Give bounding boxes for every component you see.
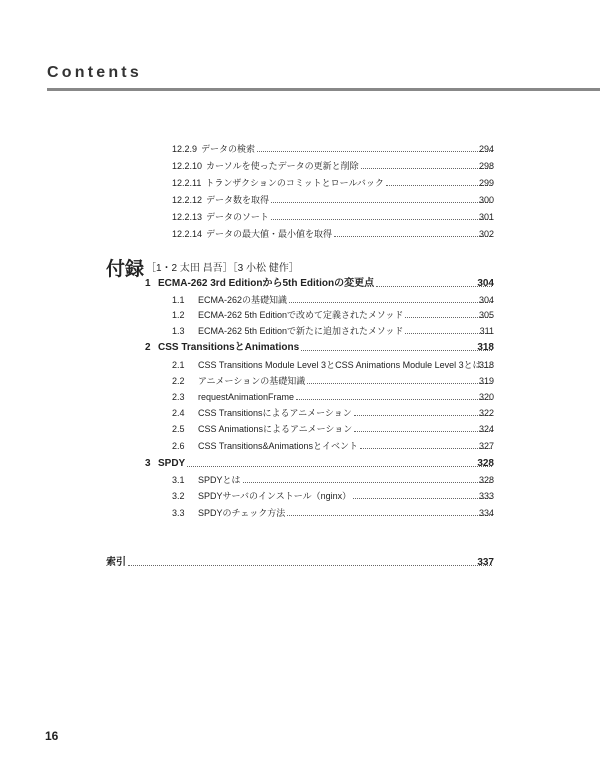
- leader-dots: [354, 406, 492, 416]
- leader-dots: [386, 176, 492, 186]
- entry-number: 2.2: [172, 376, 185, 386]
- entry-number: 1.2: [172, 310, 185, 320]
- toc-entry-index[interactable]: [0, 556, 600, 570]
- entry-page: 300: [478, 195, 494, 205]
- entry-number: 1: [145, 278, 151, 289]
- entry-page: 304: [478, 295, 494, 305]
- entry-number: 12.2.13: [172, 212, 203, 222]
- entry-page: 301: [478, 212, 494, 222]
- entry-number: 3.1: [172, 475, 185, 485]
- leader-dots: [334, 227, 492, 237]
- leader-dots: [187, 457, 492, 467]
- appendix-authors: ［1・2 太田 昌吾］［3 小松 健作］: [146, 263, 299, 274]
- toc-entry[interactable]: [0, 457, 600, 471]
- entry-title: CSS Transitions Module Level 3とCSS Animations Module Level 3とは: [198, 360, 482, 370]
- entry-title: カーソルを使ったデータの更新と削除: [206, 161, 359, 171]
- page-number: 16: [45, 729, 59, 743]
- entry-title: SPDY: [158, 458, 186, 469]
- toc-entry[interactable]: [0, 506, 600, 520]
- entry-page: 294: [478, 144, 494, 154]
- toc-entry[interactable]: [0, 358, 600, 372]
- entry-page: 328: [477, 458, 494, 469]
- entry-number: 1.1: [172, 295, 185, 305]
- entry-page: 318: [477, 342, 494, 353]
- leader-dots: [271, 193, 492, 203]
- entry-number: 3.3: [172, 508, 185, 518]
- entry-number: 2: [145, 342, 151, 353]
- entry-number: 1.3: [172, 326, 185, 336]
- entry-title: CSS Animationsによるアニメーション: [198, 424, 353, 434]
- leader-dots: [243, 473, 492, 483]
- toc-entry[interactable]: [0, 341, 600, 355]
- toc-entry[interactable]: [0, 374, 600, 388]
- entry-page: 318: [478, 360, 494, 370]
- entry-title: トランザクションのコミットとロールバック: [205, 178, 384, 188]
- entry-page: 328: [478, 475, 494, 485]
- entry-title: SPDYとは: [198, 475, 241, 485]
- leader-dots: [287, 506, 492, 516]
- entry-number: 2.5: [172, 424, 185, 434]
- leader-dots: [376, 277, 492, 287]
- toc-entry[interactable]: [0, 210, 600, 224]
- entry-title: CSS Transitionsによるアニメーション: [198, 408, 352, 418]
- entry-title: ECMA-262の基礎知識: [198, 295, 288, 305]
- leader-dots: [257, 142, 492, 152]
- entry-page: 311: [479, 326, 494, 336]
- entry-number: 2.4: [172, 408, 185, 418]
- toc-entry[interactable]: [0, 473, 600, 487]
- entry-page: 333: [478, 491, 494, 501]
- entry-title: データのソート: [206, 212, 269, 222]
- entry-page: 337: [477, 557, 494, 568]
- entry-title: requestAnimationFrame: [198, 392, 295, 402]
- toc-entry[interactable]: [0, 489, 600, 503]
- entry-page: 298: [478, 161, 494, 171]
- entry-title: ECMA-262 5th Editionで新たに追加されたメソッド: [198, 326, 404, 336]
- entry-page: 327: [478, 441, 494, 451]
- leader-dots: [289, 293, 492, 303]
- toc-entry[interactable]: [0, 439, 600, 453]
- toc-entry[interactable]: [0, 422, 600, 436]
- title-rule: [47, 88, 600, 91]
- toc-entry[interactable]: [0, 308, 600, 322]
- entry-title: CSS TransitionsとAnimations: [158, 342, 300, 353]
- entry-page: 334: [478, 508, 494, 518]
- entry-title: データの検索: [201, 144, 256, 154]
- leader-dots: [128, 556, 492, 566]
- leader-dots: [307, 374, 492, 384]
- appendix-heading: 付録: [106, 259, 145, 280]
- entry-number: 3: [145, 458, 151, 469]
- toc-entry[interactable]: [0, 193, 600, 207]
- entry-number: 2.3: [172, 392, 185, 402]
- entry-number: 12.2.10: [172, 161, 203, 171]
- entry-page: 324: [478, 424, 494, 434]
- entry-title: ECMA-262 3rd Editionから5th Editionの変更点: [158, 278, 375, 289]
- toc-entry[interactable]: [0, 227, 600, 241]
- entry-title: 索引: [106, 557, 126, 568]
- entry-title: SPDYのチェック方法: [198, 508, 286, 518]
- entry-number: 12.2.14: [172, 229, 203, 239]
- toc-entry[interactable]: [0, 293, 600, 307]
- page-title: Contents: [47, 64, 142, 81]
- entry-number: 12.2.11: [172, 178, 202, 188]
- entry-page: 302: [478, 229, 494, 239]
- entry-page: 305: [478, 310, 494, 320]
- entry-number: 2.6: [172, 441, 185, 451]
- entry-number: 2.1: [172, 360, 185, 370]
- entry-number: 3.2: [172, 491, 185, 501]
- entry-title: データの最大値・最小値を取得: [206, 229, 333, 239]
- toc-entry[interactable]: [0, 159, 600, 173]
- toc-entry[interactable]: [0, 142, 600, 156]
- leader-dots: [296, 390, 492, 400]
- leader-dots: [354, 422, 492, 432]
- leader-dots: [360, 439, 492, 449]
- entry-title: ECMA-262 5th Editionで改めて定義されたメソッド: [198, 310, 404, 320]
- entry-number: 12.2.9: [172, 144, 198, 154]
- leader-dots: [361, 159, 492, 169]
- toc-entry[interactable]: [0, 176, 600, 190]
- entry-number: 12.2.12: [172, 195, 203, 205]
- toc-entry[interactable]: [0, 324, 600, 338]
- entry-page: 319: [478, 376, 494, 386]
- toc-entry[interactable]: [0, 406, 600, 420]
- entry-page: 304: [477, 278, 494, 289]
- leader-dots: [301, 341, 492, 351]
- toc-entry[interactable]: [0, 277, 600, 291]
- entry-title: SPDYサーバのインストール（nginx）: [198, 491, 352, 501]
- toc-entry[interactable]: [0, 390, 600, 404]
- entry-title: アニメーションの基礎知識: [198, 376, 306, 386]
- entry-page: 322: [478, 408, 494, 418]
- entry-title: データ数を取得: [206, 195, 270, 205]
- entry-page: 299: [478, 178, 494, 188]
- leader-dots: [271, 210, 492, 220]
- entry-title: CSS Transitions&Animationsとイベント: [198, 441, 359, 451]
- leader-dots: [353, 489, 492, 499]
- entry-page: 320: [478, 392, 494, 402]
